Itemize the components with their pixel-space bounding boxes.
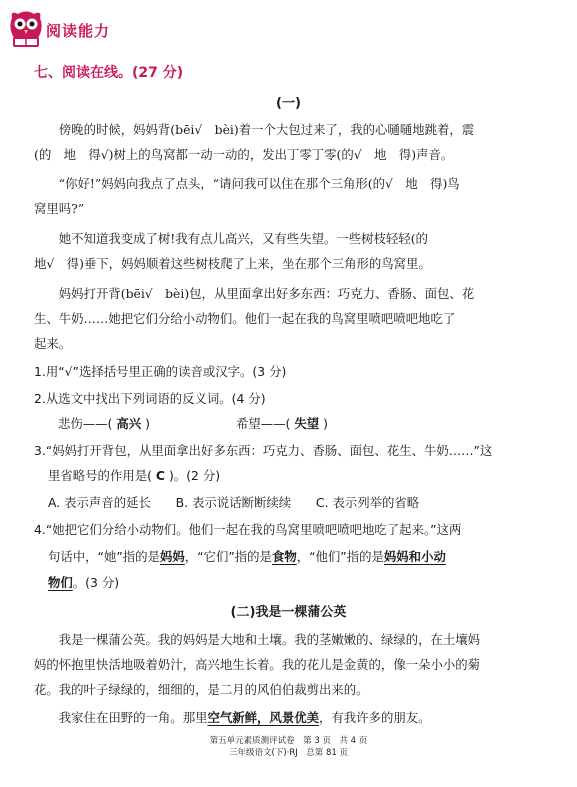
passage1-title: (一) bbox=[276, 96, 301, 111]
header-title: 阅读能力 bbox=[46, 22, 111, 40]
passage1-line: 生、牛奶……她把它们分给小动物们。他们一起在我的鸟窝里喷吧喷吧地吃了 bbox=[34, 311, 456, 326]
q2-b-word: 希望——( bbox=[236, 416, 291, 431]
passage1-line: “你好!”妈妈向我点了点头，“请问我可以住在那个三角形(的√ 地 得)鸟 bbox=[58, 176, 460, 191]
question-3-line2 bbox=[48, 463, 220, 488]
passage2-line: 我是一棵蒲公英。我的妈妈是大地和土壤。我的茎嫩嫩的、绿绿的，在土壤妈 bbox=[58, 632, 481, 647]
question-3: 3.“妈妈打开背包，从里面拿出好多东西：巧克力、香肠、面包、花生、牛奶……”这 bbox=[34, 443, 493, 458]
footer-grade-info: 三年级语文(下)·RJ 总第 81 页 bbox=[229, 748, 348, 758]
question-4: 4.“她把它们分给小动物们。他们一起在我的鸟窝里喷吧喷吧地吃了起来。”这两 bbox=[34, 522, 462, 537]
q2-b-answer: 失望 bbox=[294, 416, 320, 431]
q2-item-b bbox=[236, 411, 328, 436]
passage1-line: 地√ 得)垂下，妈妈顺着这些树枝爬了上来，坐在那个三角形的鸟窝里。 bbox=[34, 256, 431, 271]
q4-post: 。(3 分) bbox=[72, 575, 120, 590]
passage1-line: 她不知道我变成了树!我有点儿高兴，又有些失望。一些树枝轻轻(的 bbox=[58, 231, 428, 246]
passage2-line: 花。我的叶子绿绿的，细细的，是二月的风伯伯裁剪出来的。 bbox=[34, 682, 369, 697]
q2-a-answer: 高兴 bbox=[116, 416, 142, 431]
q4-answer-1: 妈妈 bbox=[159, 549, 185, 564]
passage2-line: 妈的怀抱里快活地吸着奶汁，高兴地生长着。我的花儿是金黄的，像一朵小小的菊 bbox=[34, 657, 481, 672]
question-2: 2.从选文中找出下列词语的反义词。(4 分) bbox=[34, 391, 266, 406]
q4-mid-1: ，“它们”指的是 bbox=[184, 549, 272, 564]
q4-mid-2: ，“他们”指的是 bbox=[296, 549, 384, 564]
q4-pre: 句话中，“她”指的是 bbox=[48, 549, 160, 564]
q3-options: A. 表示声音的延长 B. 表示说话断断续续 C. 表示列举的省略 bbox=[48, 495, 420, 510]
q4-answer-3: 妈妈和小动 bbox=[383, 549, 446, 564]
reading-owl-icon bbox=[6, 8, 46, 52]
question-4-line3 bbox=[48, 570, 119, 595]
p2-post: ，有我许多的朋友。 bbox=[319, 710, 431, 725]
passage1-line: 妈妈打开背(bēi√ bèi)包，从里面拿出好多东西：巧克力、香肠、面包、花 bbox=[58, 286, 475, 301]
passage1-line: 窝里吗?” bbox=[34, 201, 85, 216]
passage1-line: 傍晚的时候，妈妈背(bēi√ bèi)着一个大包过来了，我的心嗵嗵地跳着，震 bbox=[58, 122, 475, 137]
q2-item-a bbox=[58, 411, 150, 436]
q3-post: )。(2 分) bbox=[168, 468, 221, 483]
passage2-line bbox=[34, 705, 544, 730]
question-1: 1.用“√”选择括号里正确的读音或汉字。(3 分) bbox=[34, 364, 287, 379]
q2-b-end: ) bbox=[323, 416, 328, 431]
p2-pre: 我家住在田野的一角。那里 bbox=[58, 710, 208, 725]
question-4-line2 bbox=[48, 544, 446, 569]
section-title: 七、阅读在线。(27 分) bbox=[34, 65, 184, 81]
footer-page-info: 第五单元素质测评试卷 第 3 页 共 4 页 bbox=[209, 736, 368, 746]
passage2-title: (二)我是一棵蒲公英 bbox=[230, 605, 347, 620]
q3-answer: C bbox=[155, 468, 166, 483]
q4-answer-2: 食物 bbox=[271, 549, 297, 564]
q2-a-word: 悲伤——( bbox=[58, 416, 113, 431]
p2-answer: 空气新鲜，风景优美 bbox=[207, 710, 319, 725]
passage1-line: (的 地 得√)树上的鸟窝都一动一动的，发出丁零丁零(的√ 地 得)声音。 bbox=[34, 147, 454, 162]
passage1-line: 起来。 bbox=[34, 336, 72, 351]
q4-answer-3-cont: 物们 bbox=[48, 575, 73, 590]
q2-a-end: ) bbox=[145, 416, 150, 431]
q3-pre: 里省略号的作用是( bbox=[48, 468, 152, 483]
